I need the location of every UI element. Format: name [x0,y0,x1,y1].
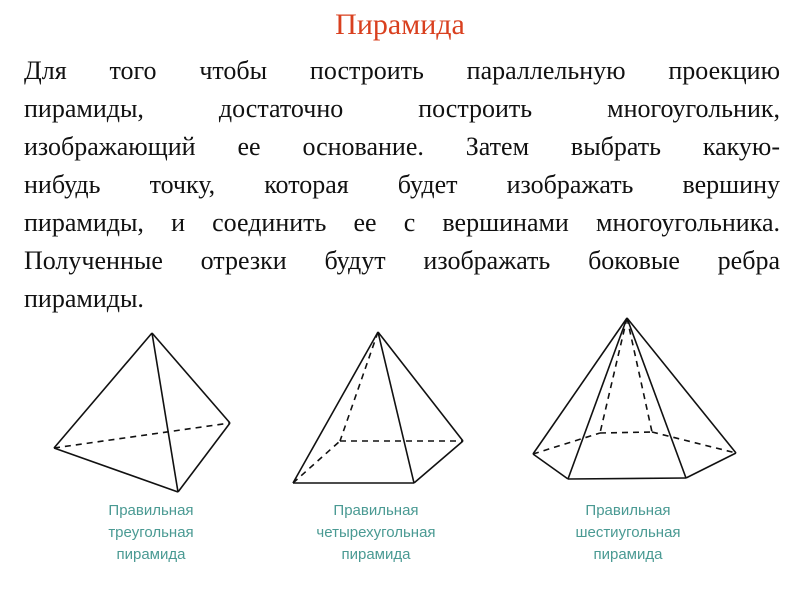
body-line: пирамиды. [24,284,144,313]
body-line: нибудь точку, которая будет изображать вершину [24,170,780,199]
body-line: изображающий ее основание. Затем выбрать какую- [24,132,780,161]
body-line: Полученные отрезки будут изображать боковые ребра [24,246,780,275]
quadrilateral-pyramid-figure [293,332,463,483]
body-line: пирамиды, и соединить ее с вершинами многоугольника. [24,208,780,237]
quadrilateral-pyramid-caption [276,500,476,566]
caption-line: пирамида [341,546,411,563]
triangular-pyramid-caption [51,500,251,566]
triangular-pyramid-figure [54,333,230,492]
caption-line: четырехугольная [316,524,436,541]
page-title: Пирамида [335,8,465,41]
caption-line: Правильная [108,502,194,519]
caption-line: треугольная [108,524,194,541]
hexagonal-pyramid-caption [528,500,728,566]
caption-line: шестиугольная [575,524,681,541]
caption-line: пирамида [593,546,663,563]
caption-line: Правильная [585,502,671,519]
caption-line: пирамида [116,546,186,563]
body-line: Для того чтобы построить параллельную проекцию [24,56,780,85]
hexagonal-pyramid-figure [533,318,736,479]
caption-line: Правильная [333,502,419,519]
body-line: пирамиды, достаточно построить многоугольник, [24,94,780,123]
